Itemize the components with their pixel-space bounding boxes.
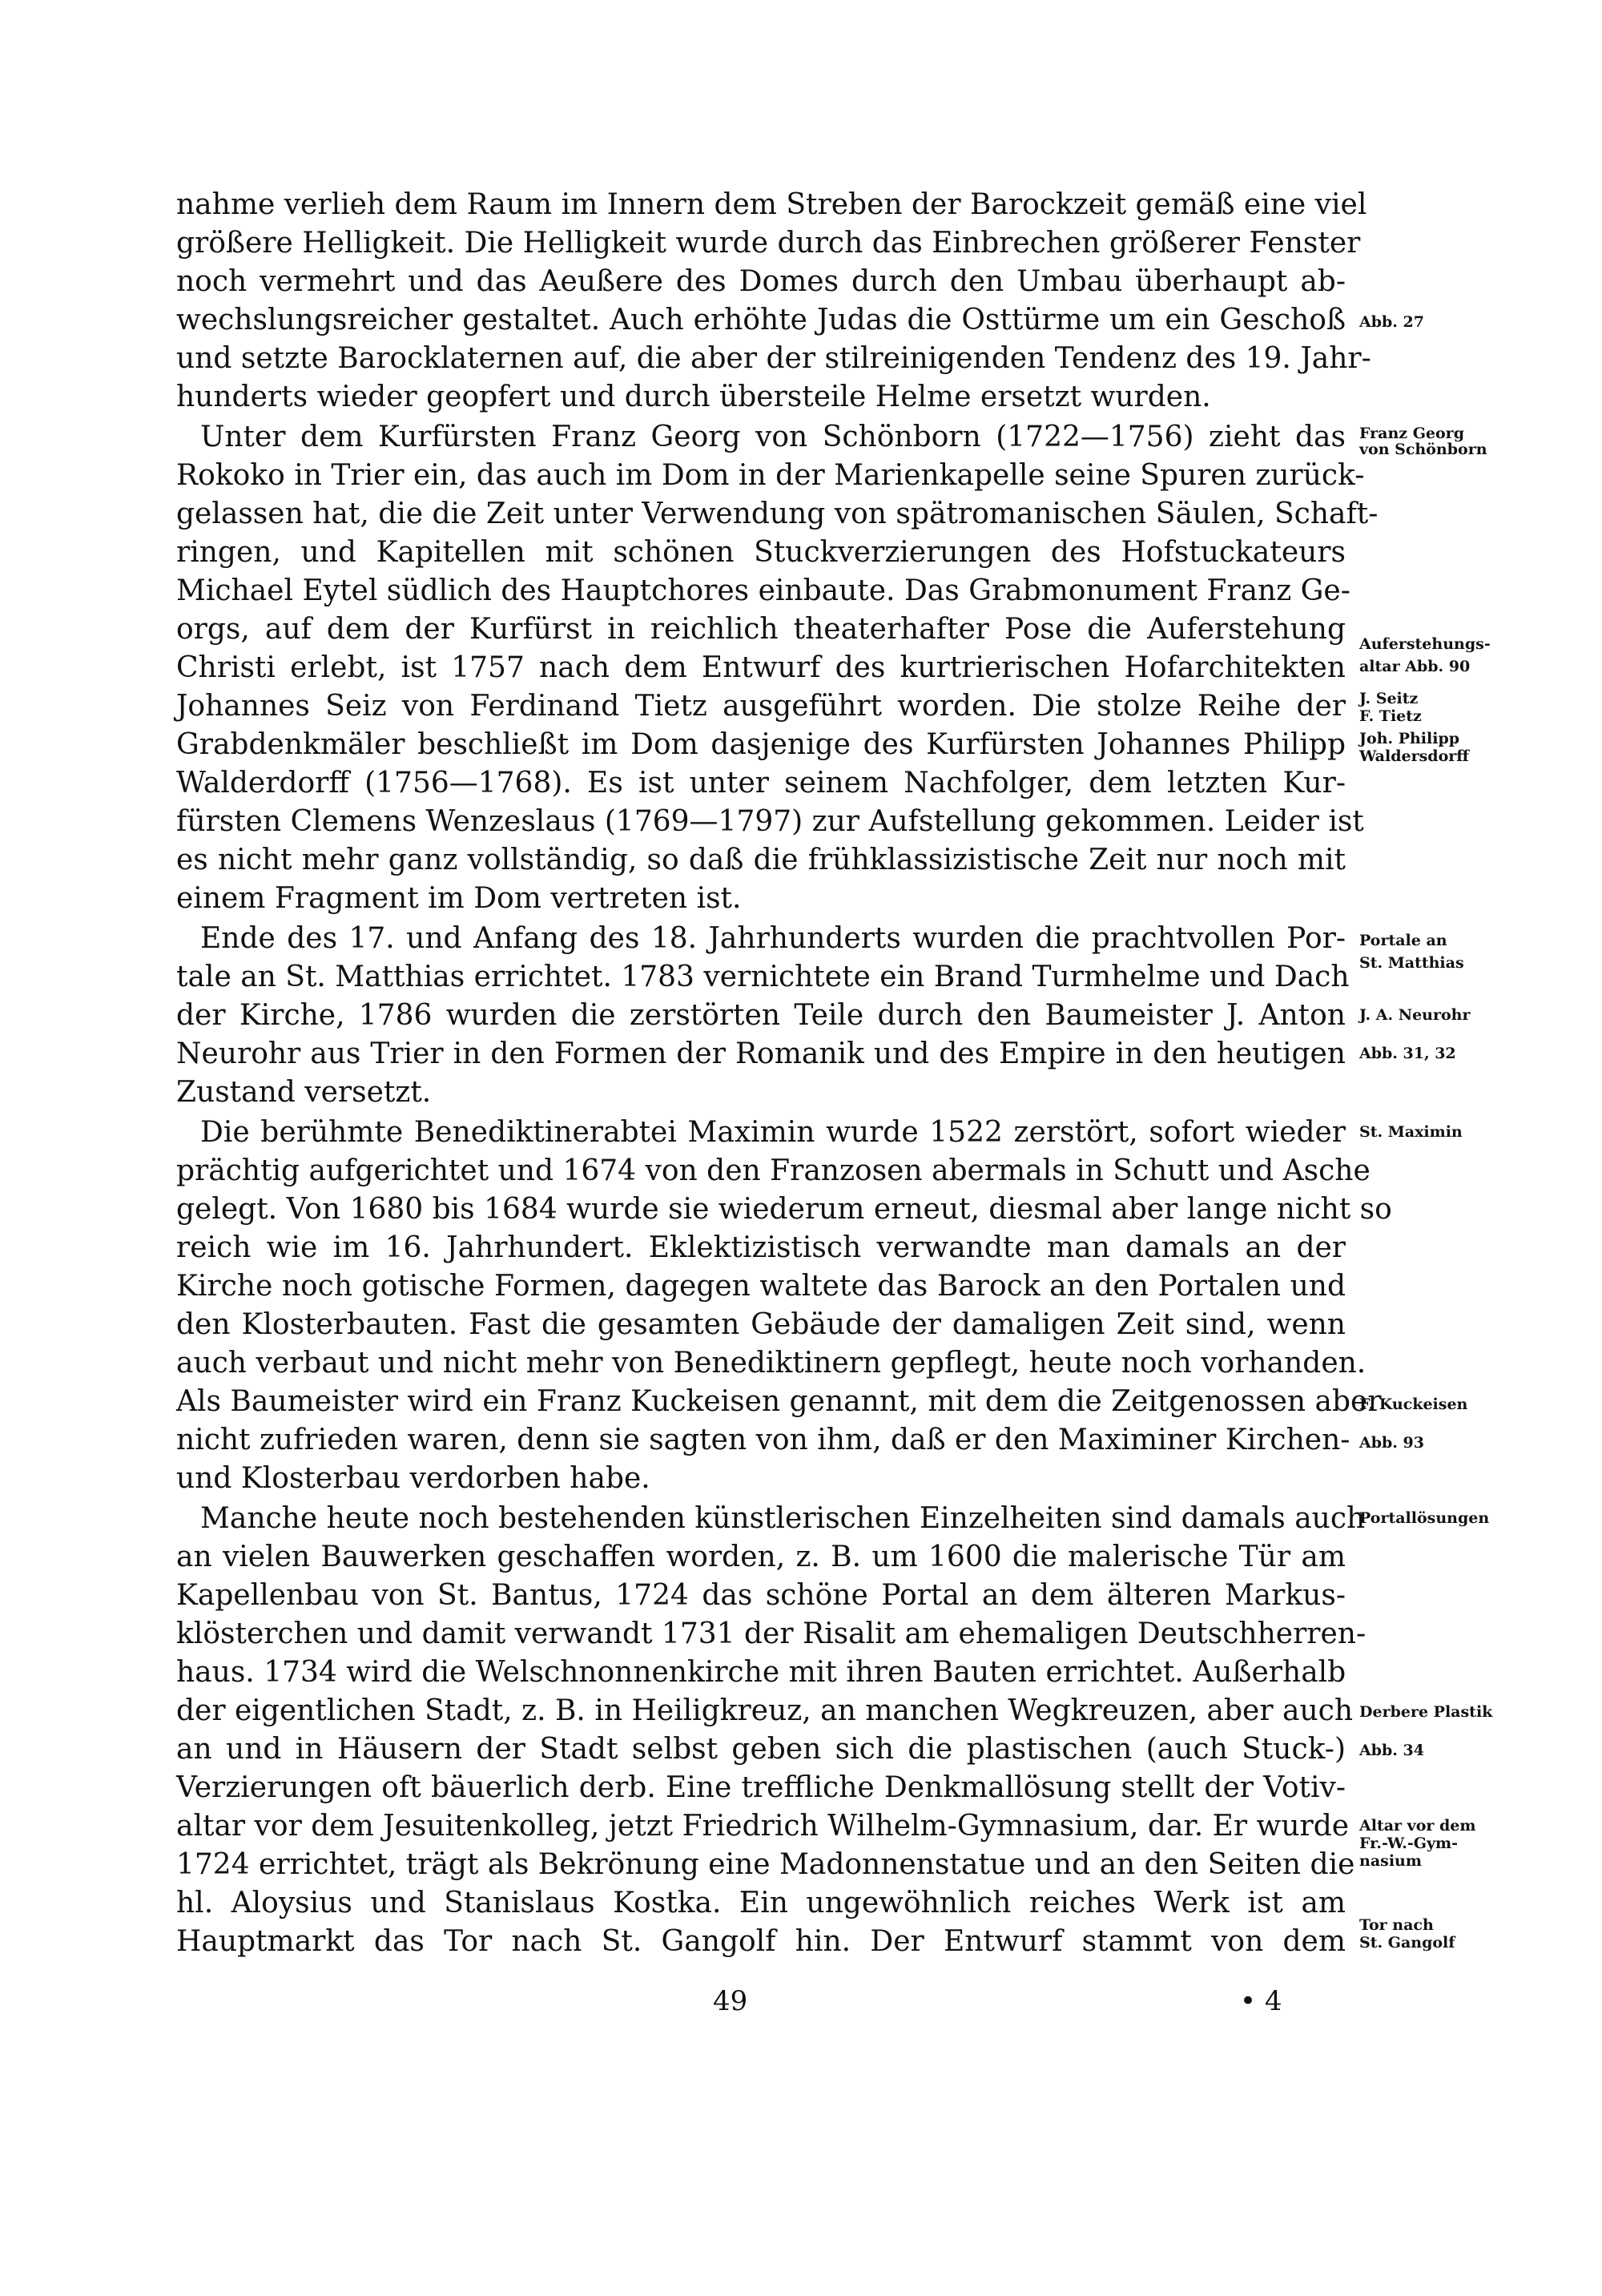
text-line: Kapellenbau von St. Bantus, 1724 das schöne Portal an dem älteren Markus- [176,1579,1346,1612]
text-line: Grabdenkmäler beschließt im Dom dasjenige des Kurfürsten Johannes Philipp [176,728,1346,761]
margin-note: F. Tietz [1359,707,1422,725]
signature-mark: • 4 [1240,1985,1282,2017]
margin-note: Fr.-W.-Gym- [1359,1835,1459,1852]
text-line: hunderts wieder geopfert und durch übersteile Helme ersetzt wurden. [176,381,1211,413]
text-line: 1724 errichtet, trägt als Bekrönung eine Madonnenstatue und an den Seiten die [176,1848,1355,1881]
text-line: Verzierungen oft bäuerlich derb. Eine treffliche Denkmallösung stellt der Votiv- [176,1771,1346,1804]
text-line: gelassen hat, die die Zeit unter Verwendung von spätromanischen Säulen, Schaft- [176,497,1379,530]
text-line: Kirche noch gotische Formen, dagegen waltete das Barock an den Portalen und [176,1270,1346,1303]
text-line: hl. Aloysius und Stanislaus Kostka. Ein ungewöhnlich reiches Werk ist am [176,1887,1346,1919]
margin-note: altar Abb. 90 [1359,658,1471,675]
margin-note: Franz Georg [1359,425,1464,442]
text-line: Hauptmarkt das Tor nach St. Gangolf hin. Der Entwurf stammt von dem [176,1925,1346,1958]
margin-note: J. Seitz [1359,690,1419,707]
text-line: an vielen Bauwerken geschaffen worden, z. B. um 1600 die malerische Tür am [176,1541,1346,1573]
text-line: Rokoko in Trier ein, das auch im Dom in der Marienkapelle seine Spuren zurück- [176,459,1365,492]
text-line: Manche heute noch bestehenden künstlerischen Einzelheiten sind damals auch [200,1502,1366,1535]
text-line: klösterchen und damit verwandt 1731 der Risalit am ehemaligen Deutschherren- [176,1617,1367,1650]
text-line: an und in Häusern der Stadt selbst geben sich die plastischen (auch Stuck-) [176,1733,1346,1766]
text-line: tale an St. Matthias errichtet. 1783 vernichtete ein Brand Turmhelme und Dach [176,961,1350,993]
text-line: Walderdorff (1756—1768). Es ist unter seinem Nachfolger, dem letzten Kur- [176,767,1346,800]
text-line: größere Helligkeit. Die Helligkeit wurde durch das Einbrechen größerer Fenster [176,227,1361,260]
text-line: der eigentlichen Stadt, z. B. in Heiligkreuz, an manchen Wegkreuzen, aber auch [176,1694,1354,1727]
text-line: Unter dem Kurfürsten Franz Georg von Schönborn (1722—1756) zieht das [200,421,1346,453]
text-line: noch vermehrt und das Aeußere des Domes durch den Umbau überhaupt ab- [176,265,1346,298]
margin-note: Tor nach [1359,1916,1434,1934]
text-line: es nicht mehr ganz vollständig, so daß die frühklassizistische Zeit nur noch mit [176,844,1346,876]
margin-note: St. Gangolf [1359,1934,1455,1952]
text-line: haus. 1734 wird die Welschnonnenkirche mit ihren Bauten errichtet. Außerhalb [176,1656,1346,1689]
text-line: Neurohr aus Trier in den Formen der Romanik und des Empire in den heutigen [176,1037,1346,1070]
text-line: orgs, auf dem der Kurfürst in reichlich theaterhafter Pose die Auferstehung [176,613,1346,646]
margin-note: Abb. 34 [1359,1742,1424,1759]
text-line: ringen, und Kapitellen mit schönen Stuckverzierungen des Hofstuckateurs [176,536,1346,569]
text-line: der Kirche, 1786 wurden die zerstörten Teile durch den Baumeister J. Anton [176,999,1346,1032]
text-line: einem Fragment im Dom vertreten ist. [176,882,742,915]
margin-note: Portallösungen [1359,1509,1490,1527]
text-line: Ende des 17. und Anfang des 18. Jahrhunderts wurden die prachtvollen Por- [200,922,1346,955]
text-line: Zustand versetzt. [176,1076,432,1109]
text-line: nahme verlieh dem Raum im Innern dem Streben der Barockzeit gemäß eine viel [176,188,1367,221]
margin-note: St. Maximin [1359,1123,1463,1141]
margin-note: St. Matthias [1359,954,1464,972]
text-line: fürsten Clemens Wenzeslaus (1769—1797) zur Aufstellung gekommen. Leider ist [176,805,1364,838]
text-line: und Klosterbau verdorben habe. [176,1462,650,1495]
margin-note: Waldersdorff [1359,747,1469,765]
text-line: Die berühmte Benediktinerabtei Maximin wurde 1522 zerstört, sofort wieder [200,1116,1346,1149]
text-line: Christi erlebt, ist 1757 nach dem Entwurf des kurtrierischen Hofarchitekten [176,651,1346,684]
margin-note: Portale an [1359,932,1447,949]
text-line: Michael Eytel südlich des Hauptchores einbaute. Das Grabmonument Franz Ge- [176,574,1350,607]
margin-note: J. A. Neurohr [1359,1006,1471,1024]
margin-note: Altar vor dem [1359,1817,1476,1835]
text-line: reich wie im 16. Jahrhundert. Eklektizistisch verwandte man damals an der [176,1231,1346,1264]
margin-note: Auferstehungs- [1359,635,1491,653]
margin-note: nasium [1359,1852,1422,1870]
text-line: gelegt. Von 1680 bis 1684 wurde sie wiederum erneut, diesmal aber lange nicht so [176,1193,1392,1226]
margin-note: Abb. 27 [1359,313,1424,331]
margin-note: von Schönborn [1359,441,1487,458]
text-line: wechslungsreicher gestaltet. Auch erhöhte Judas die Osttürme um ein Geschoß [176,304,1346,336]
text-line: auch verbaut und nicht mehr von Benediktinern gepflegt, heute noch vorhanden. [176,1347,1367,1380]
margin-note: Derbere Plastik [1359,1703,1493,1721]
text-line: Als Baumeister wird ein Franz Kuckeisen genannt, mit dem die Zeitgenossen aber [176,1385,1382,1418]
margin-note: Joh. Philipp [1359,730,1460,747]
margin-note: F. Kuckeisen [1359,1396,1468,1413]
text-line: nicht zufrieden waren, denn sie sagten von ihm, daß er den Maximiner Kirchen- [176,1424,1350,1456]
page-number: 49 [713,1985,748,2017]
margin-note: Abb. 93 [1359,1434,1424,1452]
margin-note: Abb. 31, 32 [1359,1045,1456,1062]
text-line: altar vor dem Jesuitenkolleg, jetzt Friedrich Wilhelm-Gymnasium, dar. Er wurde [176,1810,1350,1843]
text-line: prächtig aufgerichtet und 1674 von den Franzosen abermals in Schutt und Asche [176,1154,1371,1187]
text-line: und setzte Barocklaternen auf, die aber der stilreinigenden Tendenz des 19. Jahr- [176,342,1371,375]
text-line: Johannes Seiz von Ferdinand Tietz ausgeführt worden. Die stolze Reihe der [176,690,1346,723]
text-line: den Klosterbauten. Fast die gesamten Gebäude der damaligen Zeit sind, wenn [176,1308,1346,1341]
